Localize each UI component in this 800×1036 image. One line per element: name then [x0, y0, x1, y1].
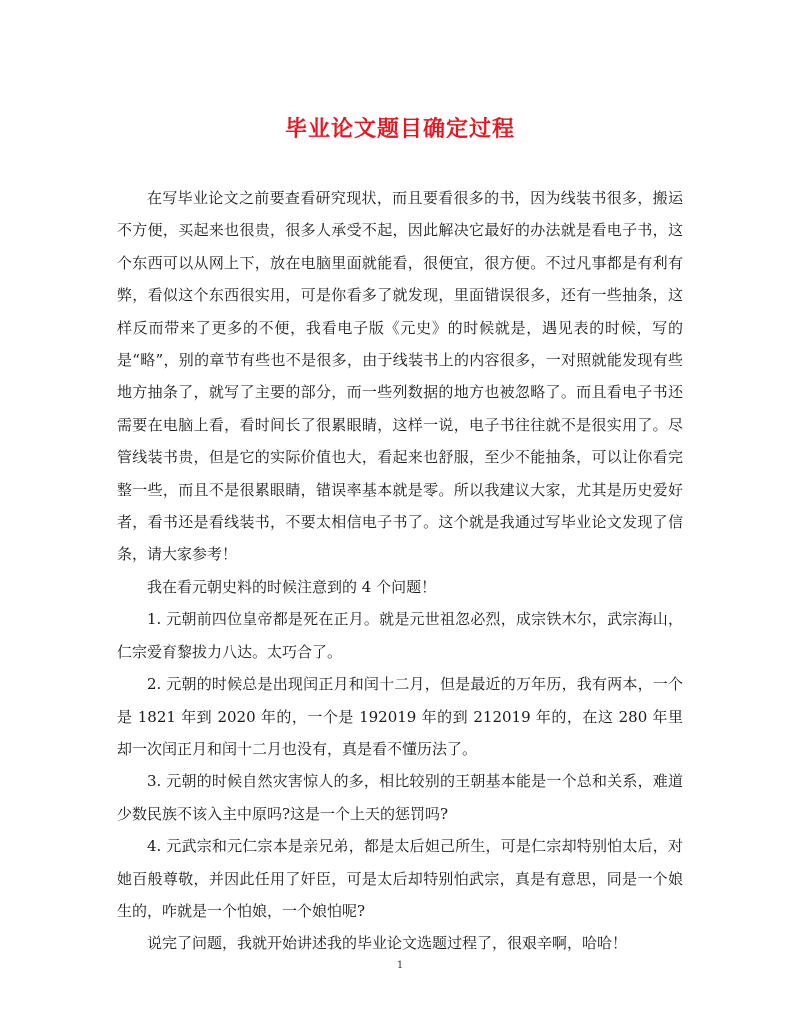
paragraph-closing: 说完了问题，我就开始讲述我的毕业论文选题过程了，很艰辛啊，哈哈！	[147, 934, 628, 953]
paragraph-question-3: 3. 元朝的时候自然灾害惊人的多，相比较别的王朝基本能是一个总和关系，难道少数民族不该入主中原吗?这是一个上天的惩罚吗?	[117, 772, 683, 823]
paragraph-question-4: 4. 元武宗和元仁宗本是亲兄弟，都是太后妲己所生，可是仁宗却特别怕太后，对她百般尊敬，并因此任用了奸臣，可是太后却特别怕武宗，真是有意思，同是一个娘生的，咋就是一个怕娘，一个娘怕呢?	[117, 837, 683, 920]
paragraph-intro: 在写毕业论文之前要查看研究现状，而且要看很多的书，因为线装书很多，搬运不方便，买起来也很贵，很多人承受不起，因此解决它最好的办法就是看电子书，这个东西可以从网上下，放在电脑里面就能看，很便宜，很方便。不过凡事都是有利有弊，看似这个东西很实用，可是你看多了就发现，里面错误很多，还有一些抽条，这样反而带来了更多的不便，我看电子版《元史》的时候就是，遇见表的时候，写的是“略”，别的章节有些也不是很多，由于线装书上的内容很多，一对照就能发现有些地方抽条了，就写了主要的部分，而一些列数据的地方也被忽略了。而且看电子书还需要在电脑上看，看时间长了很累眼睛，这样一说，电子书往往就不是很实用了。尽管线装书贵，但是它的实际价值也大，看起来也舒服，至少不能抽条，可以让你看完整一些，而且不是很累眼睛，错误率基本就是零。所以我建议大家，尤其是历史爱好者，看书还是看线装书，不要太相信电子书了。这个就是我通过写毕业论文发现了信条，请大家参考！	[117, 189, 683, 564]
page-number: 1	[396, 960, 404, 971]
paragraph-question-2: 2. 元朝的时候总是出现闰正月和闰十二月，但是最近的万年历，我有两本，一个是 1821 年到 2020 年的，一个是 192019 年的到 212019 年的，在这 280 年里却一次闰正月和闰十二月也没有，真是看不懂历法了。	[117, 675, 683, 758]
paragraph-question-1: 1. 元朝前四位皇帝都是死在正月。就是元世祖忽必烈，成宗铁木尔，武宗海山，仁宗爱育黎拔力八达。太巧合了。	[117, 610, 683, 661]
document-body	[117, 182, 683, 960]
paragraph-questions-heading: 我在看元朝史料的时候注意到的 4 个问题！	[147, 577, 437, 596]
page-title: 毕业论文题目确定过程	[284, 117, 515, 142]
